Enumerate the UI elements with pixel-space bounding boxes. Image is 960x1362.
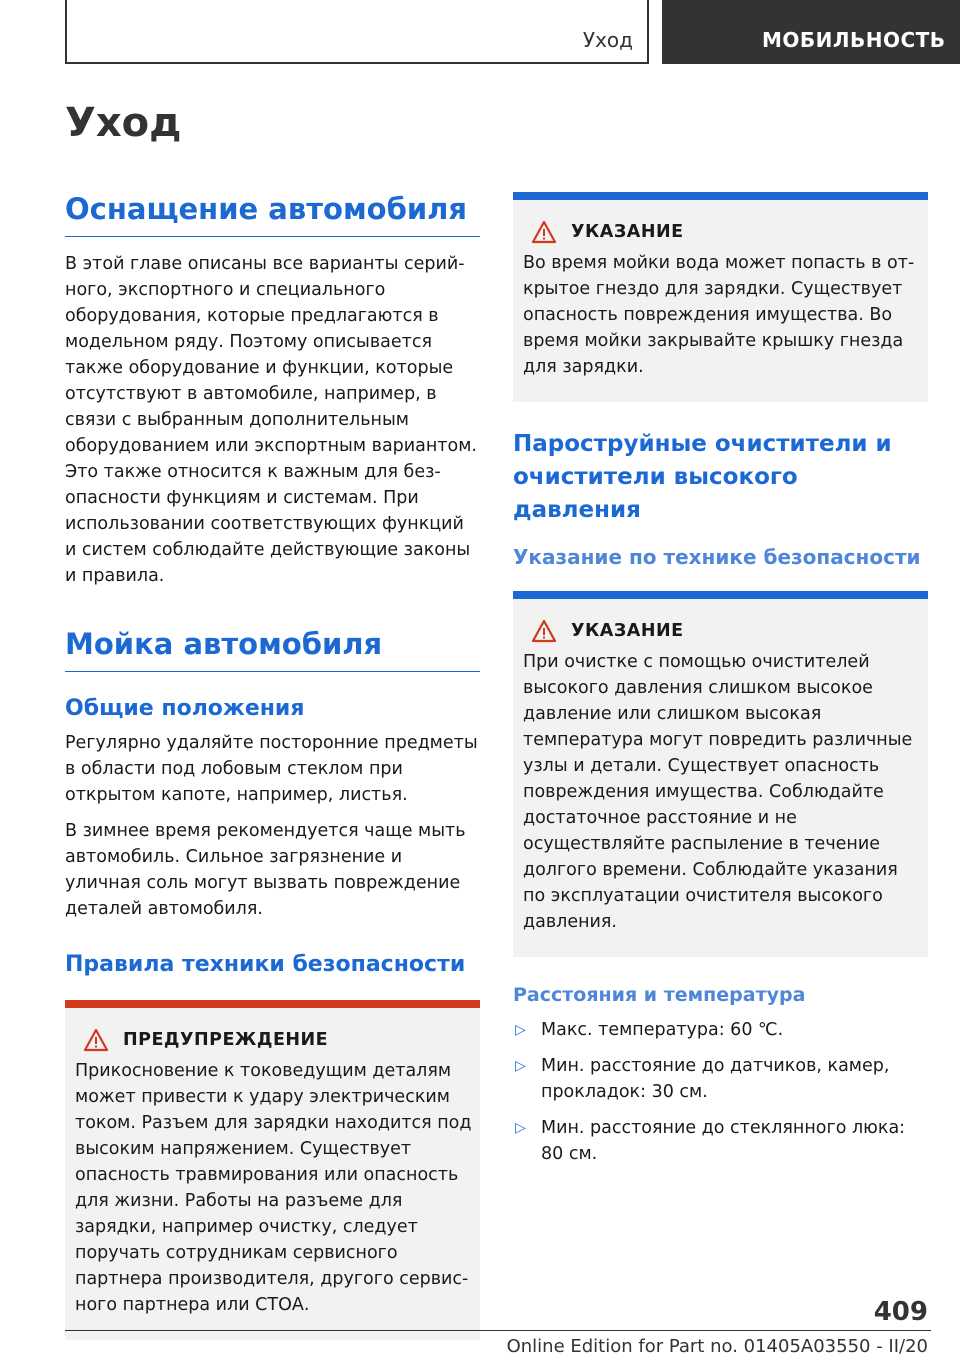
note-box-2 (513, 591, 928, 957)
page-title: Уход (65, 100, 182, 146)
note-box-2-header (531, 619, 920, 643)
general-paragraph-2: В зимнее время рекомендуется чаще мыть автомобиль. Сильное загрязнение и уличная соль могут вызвать повреждение деталей автомобиля. (65, 821, 466, 919)
bullet-triangle-icon: ▷ (515, 1120, 526, 1136)
header-chapter-label: МОБИЛЬНОСТЬ (762, 28, 946, 52)
general-heading: Общие положения (65, 696, 305, 721)
list-item-text: Мин. расстояние до датчиков, камер, прокладок: 30 см. (541, 1056, 890, 1102)
steam-heading: Пароструйные очистители и очистители высокого давления (513, 431, 892, 523)
safety-heading: Правила техники безопасности (65, 952, 466, 977)
header-chapter-box (662, 0, 960, 64)
distances-heading: Расстояния и температура (513, 984, 806, 1006)
page-number: 409 (873, 1297, 928, 1327)
header-section-label: Уход (582, 28, 633, 52)
safety-note-heading: Указание по технике безопасности (513, 545, 921, 569)
left-column (65, 190, 480, 1340)
caution-triangle-icon (531, 619, 557, 643)
list-item (513, 1115, 928, 1167)
list-item-text: Мин. расстояние до стеклянного люка: 80 см. (541, 1118, 906, 1164)
bullet-triangle-icon: ▷ (515, 1022, 526, 1038)
warning-box (65, 1000, 480, 1340)
note-1-title: УКАЗАНИЕ (571, 222, 684, 242)
caution-triangle-icon (531, 220, 557, 244)
warning-title: ПРЕДУПРЕЖДЕНИЕ (123, 1030, 329, 1050)
edition-footer: Online Edition for Part no. 01405A03550 - II/20 (506, 1336, 928, 1357)
warning-box-header (83, 1028, 472, 1052)
warning-triangle-icon (83, 1028, 109, 1052)
wash-heading: Мойка автомобиля (65, 625, 480, 672)
note-box-1 (513, 192, 928, 402)
list-item (513, 1053, 928, 1105)
equipment-heading: Оснащение автомобиля (65, 190, 480, 237)
right-column (513, 192, 928, 1177)
warning-text: Прикосновение к токоведущим деталям может привести к удару электрическим током. Разъем для зарядки находится под высоким напряжением. Существует опасность травмирования или опасность для жизни. Работы на разъеме для зарядки, например очистку, следует поручать сотрудникам сервисного партнера производителя, другого сервисного партнера или СТОА. (75, 1061, 472, 1315)
list-item (513, 1017, 928, 1043)
bullet-triangle-icon: ▷ (515, 1058, 526, 1074)
equipment-paragraph: В этой главе описаны все варианты серийного, экспортного и специального оборудования, которые предлагаются в модельном ряду. Поэтому описывается также оборудование и функции, которые отсутствуют в автомобиле, например, в связи с выбранным дополнительным оборудованием или экспортным вариантом. Это также относится к важным для безопасности функциям и системам. При использовании соответствующих функций и систем соблюдайте действующие законы и правила. (65, 254, 477, 586)
note-box-1-header (531, 220, 920, 244)
general-paragraph-1: Регулярно удаляйте посторонние предметы в области под лобовым стеклом при открытом капоте, например, листья. (65, 733, 478, 805)
list-item-text: Макс. температура: 60 ℃. (541, 1020, 784, 1040)
header-section-box (65, 0, 649, 64)
note-2-title: УКАЗАНИЕ (571, 621, 684, 641)
distances-list (513, 1017, 928, 1167)
note-1-text: Во время мойки вода может попасть в открытое гнездо для зарядки. Существует опасность повреждения имущества. Во время мойки закрывайте крышку гнезда для зарядки. (523, 253, 915, 377)
note-2-text: При очистке с помощью очистителей высокого давления слишком высокое давление или слишком высокая температура могут повредить различные узлы и детали. Существует опасность повреждения имущества. Соблюдайте достаточное расстояние и не осуществляйте распыление в течение долгого времени. Соблюдайте указания по эксплуатации очистителя высокого давления. (523, 652, 913, 932)
footer-divider (65, 1330, 931, 1331)
